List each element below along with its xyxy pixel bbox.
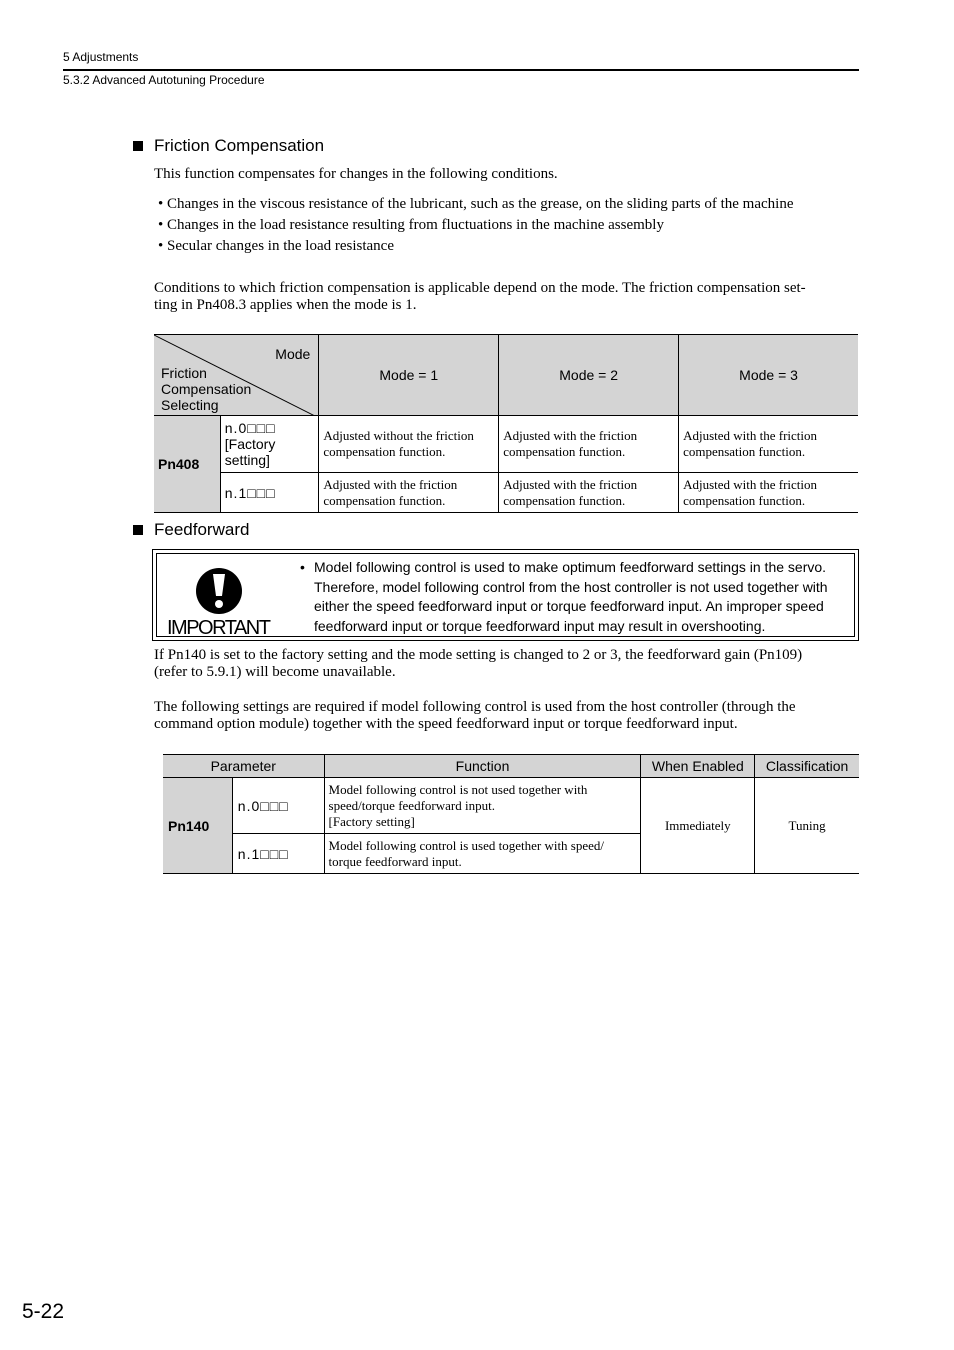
corner-mode-label: Mode [275, 346, 311, 362]
important-label: IMPORTANT [167, 617, 270, 639]
feedforward-para-2 [154, 699, 859, 733]
important-text [300, 558, 848, 636]
mode-header: Mode = 2 [499, 335, 679, 416]
corner-text: Selecting [161, 397, 219, 413]
cell-text: compensation function. [683, 444, 806, 459]
cell-text: Adjusted with the friction [683, 428, 818, 443]
cell-text: Model following control is not used together with [328, 781, 588, 797]
function-cell [324, 834, 641, 874]
cell-text: torque feedforward input. [328, 853, 462, 869]
page-number: 5-22 [22, 1300, 65, 1323]
para-line: command option module) together with the speed feedforward input or torque feedforward input. [154, 716, 738, 732]
column-header: Function [324, 755, 641, 778]
when-enabled-cell: Immediately [641, 778, 755, 874]
cell-text: Adjusted with the friction [323, 476, 458, 492]
friction-intro: This function compensates for changes in the following conditions. [154, 166, 558, 182]
friction-conditions [154, 280, 859, 314]
para-line: (refer to 5.9.1) will become unavailable. [154, 664, 396, 680]
important-line: either the speed feedforward input or torque feedforward input. An improper speed [314, 598, 824, 614]
table-cell [319, 473, 499, 513]
param-cell: Pn140 [163, 778, 232, 874]
table-cell [499, 473, 679, 513]
square-bullet-icon [133, 525, 143, 535]
important-line: Model following control is used to make optimum feedforward settings in the servo. [314, 559, 827, 575]
corner-text: Friction [161, 365, 207, 381]
header-chapter: 5 Adjustments [63, 50, 139, 64]
cell-text: compensation function. [323, 444, 446, 459]
friction-table [154, 334, 858, 513]
friction-heading [133, 136, 324, 156]
table-cell [499, 416, 679, 473]
important-notice [152, 549, 859, 641]
cell-text: compensation function. [503, 492, 626, 508]
friction-bullet-list [158, 196, 863, 259]
important-icon [167, 566, 270, 639]
para-line: If Pn140 is set to the factory setting and the mode setting is changed to 2 or 3, the feedforward gain (Pn109) [154, 647, 803, 663]
cell-text: compensation function. [323, 492, 446, 508]
feedforward-heading [133, 520, 249, 540]
setting-cell: n.0□□□ [232, 778, 324, 834]
bullet-icon: • [300, 559, 305, 575]
list-item: • Changes in the load resistance resulting from fluctuations in the machine assembly [158, 217, 664, 233]
para-line: The following settings are required if model following control is used from the host controller (through the [154, 699, 796, 715]
setting-note: setting] [224, 452, 270, 468]
cell-text: speed/torque feedforward input. [328, 797, 495, 813]
list-item: • Secular changes in the load resistance [158, 238, 394, 254]
friction-heading-text: Friction Compensation [154, 136, 325, 155]
setting-cell: n.1□□□ [232, 834, 324, 874]
cell-text: Adjusted with the friction [503, 476, 638, 492]
important-line: Therefore, model following control from the host controller is not used together with [314, 578, 828, 595]
list-item: • Changes in the viscous resistance of the lubricant, such as the grease, on the sliding parts of the machine [158, 196, 794, 212]
setting-cell [220, 416, 319, 473]
feedforward-heading-text: Feedforward [154, 520, 250, 539]
function-cell [324, 778, 641, 834]
header-section: 5.3.2 Advanced Autotuning Procedure [63, 73, 265, 87]
column-header: When Enabled [641, 755, 755, 778]
table-cell [679, 473, 858, 513]
column-header: Classification [755, 755, 859, 778]
header-rule [63, 69, 859, 71]
cell-text: Model following control is used together with speed/ [328, 837, 605, 853]
setting-note: [Factory [224, 436, 276, 452]
feedforward-para-1 [154, 647, 859, 681]
important-line: feedforward input or torque feedforward input may result in overshooting. [314, 617, 766, 634]
cell-text: Adjusted with the friction [683, 476, 818, 492]
setting-code: n.0□□□ [224, 420, 276, 436]
cell-text: Adjusted without the friction [323, 428, 474, 443]
corner-cell [154, 335, 319, 416]
cell-text: compensation function. [683, 492, 806, 508]
column-header: Parameter [163, 755, 324, 778]
table-cell [319, 416, 499, 473]
cell-text: [Factory setting] [328, 813, 415, 829]
classification-cell: Tuning [755, 778, 859, 874]
table-cell [679, 416, 858, 473]
parameter-table [163, 754, 859, 874]
param-cell: Pn408 [154, 416, 220, 513]
cell-text: compensation function. [503, 444, 626, 459]
cell-text: Adjusted with the friction [503, 428, 638, 443]
conditions-line: Conditions to which friction compensation is applicable depend on the mode. The friction compensation set- [154, 280, 806, 296]
mode-header: Mode = 1 [319, 335, 499, 416]
square-bullet-icon [133, 141, 143, 151]
setting-cell: n.1□□□ [220, 473, 319, 513]
mode-header: Mode = 3 [679, 335, 858, 416]
corner-text: Compensation [161, 381, 252, 397]
corner-selecting-label [161, 365, 251, 413]
conditions-line: ting in Pn408.3 applies when the mode is 1. [154, 297, 417, 313]
